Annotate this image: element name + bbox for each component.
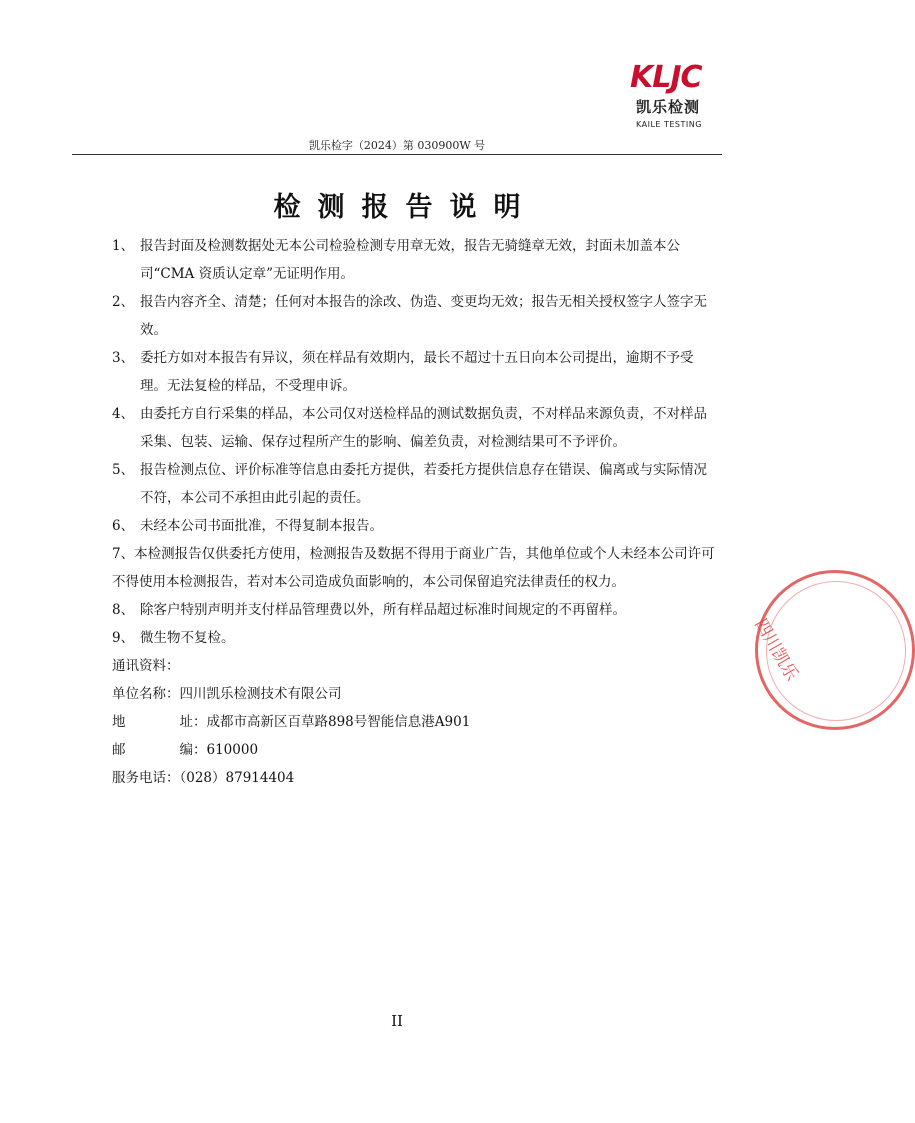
address-value: 成都市高新区百草路898号智能信息港A901 [206, 714, 471, 730]
page-title: 检测报告说明 [273, 192, 538, 223]
address-label-1: 地 [112, 714, 126, 730]
note-text: 报告内容齐全、清楚；任何对本报告的涂改、伪造、变更均无效；报告无相关授权签字人签字无效。 [140, 294, 707, 338]
address-label-2: 址： [179, 714, 207, 730]
company-seal [750, 570, 915, 730]
phone-label: 服务电话： [112, 770, 180, 786]
note-number: 3、 [112, 350, 135, 366]
logo-name-en: KAILE TESTING [636, 120, 702, 129]
note-number: 8、 [112, 602, 135, 618]
note-item [112, 344, 718, 400]
logo-mark: KLJC [630, 60, 702, 95]
unit-label: 单位名称： [112, 686, 180, 702]
note-item [112, 596, 718, 624]
note-text: 委托方如对本报告有异议，须在样品有效期内，最长不超过十五日向本公司提出，逾期不予受理。无法复检的样品，不受理申诉。 [140, 350, 694, 394]
contact-address [112, 708, 718, 736]
note-number: 6、 [112, 518, 135, 534]
phone-value: （028）87914404 [179, 770, 295, 786]
contact-postcode [112, 736, 718, 764]
note-item [112, 540, 718, 596]
header-divider [72, 154, 722, 155]
note-number: 1、 [112, 238, 135, 254]
note-item [112, 512, 718, 540]
contact-heading: 通讯资料： [112, 658, 180, 674]
note-item [112, 624, 718, 652]
note-text: 报告封面及检测数据处无本公司检验检测专用章无效，报告无骑缝章无效，封面未加盖本公司“CMA 资质认定章”无证明作用。 [140, 238, 680, 282]
note-number: 5、 [112, 462, 135, 478]
note-text: 本检测报告仅供委托方使用，检测报告及数据不得用于商业广告，其他单位或个人未经本公司许可不得使用本检测报告，若对本公司造成负面影响的，本公司保留追究法律责任的权力。 [112, 546, 715, 590]
contact-unit [112, 680, 718, 708]
postcode-label-1: 邮 [112, 742, 126, 758]
note-number: 9、 [112, 630, 135, 646]
unit-value: 四川凯乐检测技术有限公司 [179, 686, 342, 702]
logo-name-cn: 凯乐检测 [636, 98, 701, 116]
notes-body [112, 232, 718, 792]
note-item [112, 400, 718, 456]
note-item [112, 288, 718, 344]
contact-phone [112, 764, 718, 792]
note-item [112, 232, 718, 288]
note-text: 由委托方自行采集的样品，本公司仅对送检样品的测试数据负责，不对样品来源负责，不对样品采集、包装、运输、保存过程所产生的影响、偏差负责，对检测结果可不予评价。 [140, 406, 707, 450]
page-number: II [391, 1012, 403, 1030]
postcode-label-2: 编： [179, 742, 207, 758]
note-number: 4、 [112, 406, 135, 422]
note-number: 7、 [112, 546, 135, 562]
note-text: 未经本公司书面批准，不得复制本报告。 [140, 518, 383, 534]
note-number: 2、 [112, 294, 135, 310]
note-item [112, 456, 718, 512]
company-logo [630, 60, 720, 135]
note-text: 报告检测点位、评价标准等信息由委托方提供，若委托方提供信息存在错误、偏离或与实际情况不符，本公司不承担由此引起的责任。 [140, 462, 707, 506]
report-number: 凯乐检字（2024）第 030900W 号 [308, 139, 486, 152]
seal-text: 四川凯乐 [750, 615, 802, 685]
note-text: 除客户特别声明并支付样品管理费以外，所有样品超过标准时间规定的不再留样。 [140, 602, 626, 618]
note-text: 微生物不复检。 [140, 630, 235, 646]
postcode-value: 610000 [206, 742, 259, 758]
